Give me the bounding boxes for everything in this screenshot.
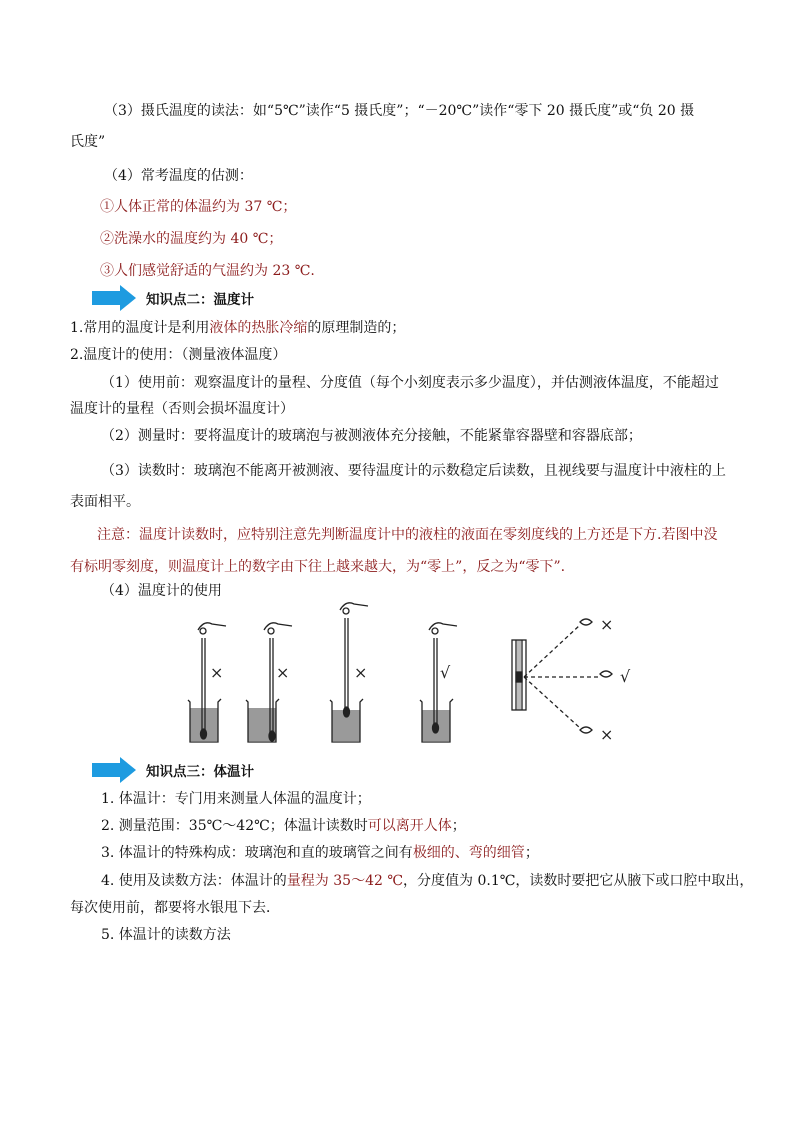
para-during-measure: （2）测量时：要将温度计的玻璃泡与被测液体充分接触，不能紧靠容器壁和容器底部； (101, 428, 642, 444)
eye-mark-top: × (600, 615, 614, 634)
text: 的原理制造的； (307, 320, 406, 336)
item-measure-range (101, 816, 466, 836)
eye-icon (600, 671, 612, 677)
reading-angle-diagram (512, 619, 612, 733)
eye-mark-bottom: × (600, 725, 614, 744)
mark-x-2: × (276, 663, 290, 682)
beaker-1 (188, 623, 226, 742)
mark-x-3: × (354, 663, 368, 682)
item-usage-reading-line2: 每次使用前，都要将水银甩下去． (70, 900, 280, 916)
para-thermometer-usage: 2.温度计的使用：（测量液体温度） (70, 347, 287, 363)
thermometer-usage-figure (180, 600, 650, 750)
para-reading-line2: 表面相平。 (70, 494, 140, 510)
eye-icon (580, 727, 592, 733)
para-before-use-line1: （1）使用前：观察温度计的量程、分度值（每个小刻度表示多少温度），并估测液体温度，不能超过 (101, 375, 719, 391)
text: ； (451, 818, 466, 834)
item-reading-method: 5. 体温计的读数方法 (101, 927, 231, 943)
eye-icon (580, 619, 592, 625)
beaker-4 (420, 623, 457, 742)
estimate-bath-water: ②洗澡水的温度约为 40 ℃； (100, 231, 283, 247)
highlight-text: 量程为 35～42 ℃ (286, 873, 404, 889)
text: 4. 使用及读数方法：体温计的 (101, 873, 287, 889)
highlight-text: 可以离开人体 (367, 818, 452, 834)
para-reading-line1: （3）读数时：玻璃泡不能离开被测液、要待温度计的示数稳定后读数，且视线要与温度计中液柱的上 (101, 463, 726, 479)
text: 3. 体温计的特殊构成：玻璃泡和直的玻璃管之间有 (101, 845, 413, 861)
mark-x-1: × (210, 663, 224, 682)
para-thermometer-principle (70, 318, 405, 338)
para-estimation-title: （4）常考温度的估测： (104, 168, 253, 184)
estimate-body-temp: ①人体正常的体温约为 37 ℃； (100, 199, 297, 215)
heading-knowledge-point-2 (92, 285, 254, 311)
highlight-text: 极细的、弯的细管 (412, 845, 525, 861)
mark-check: √ (440, 663, 451, 682)
item-usage-reading-line1 (101, 871, 753, 891)
para-celsius-reading-line2: 氏度” (70, 134, 106, 150)
text: ，分度值为 0.1℃，读数时要把它从腋下或口腔中取出， (403, 873, 754, 889)
heading-text: 知识点三：体温计 (146, 764, 254, 780)
heading-knowledge-point-3 (92, 757, 254, 783)
arrow-right-icon (92, 757, 136, 783)
arrow-right-icon (92, 285, 136, 311)
text: 2. 测量范围：35℃～42℃；体温计读数时 (101, 818, 368, 834)
beaker-2 (246, 623, 292, 742)
para-celsius-reading-line1: （3）摄氏温度的读法：如“5℃”读作“5 摄氏度”；“－20℃”读作“零下 20 摄氏度”或“负 20 摄 (104, 103, 695, 119)
text: 1.常用的温度计是利用 (70, 320, 210, 336)
estimate-comfort-air: ③人们感觉舒适的气温约为 23 ℃. (100, 263, 315, 279)
eye-mark-middle: √ (620, 667, 631, 686)
item-special-structure (101, 843, 539, 863)
item-clinical-thermometer-def: 1. 体温计：专门用来测量人体温的温度计； (101, 791, 371, 807)
heading-text: 知识点二：温度计 (146, 292, 254, 308)
para-before-use-line2: 温度计的量程（否则会损坏温度计） (70, 401, 294, 417)
note-line2: 有标明零刻度，则温度计上的数字由下往上越来越大，为“零上”，反之为“零下”. (70, 559, 566, 575)
note-line1: 注意：温度计读数时，应特别注意先判断温度计中的液柱的液面在零刻度线的上方还是下方.若图中没 (97, 527, 718, 543)
para-usage-figure-caption: （4）温度计的使用 (101, 583, 222, 599)
text: ； (524, 845, 539, 861)
highlight-text: 液体的热胀冷缩 (209, 320, 308, 336)
